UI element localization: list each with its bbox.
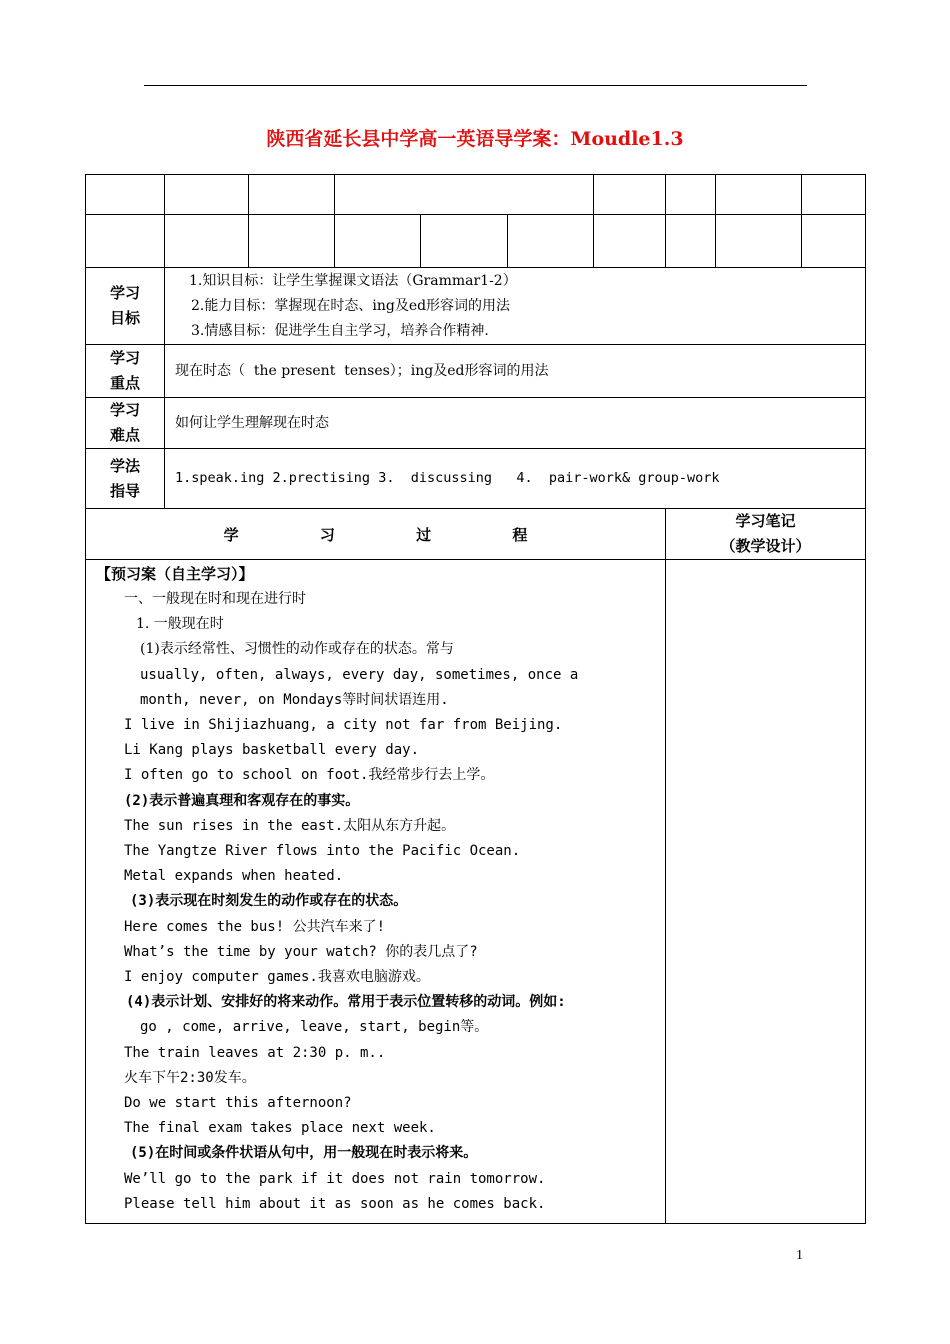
lesson-plan-table [85,174,866,1224]
focus-text: 现在时态（ the present tenses）；ing及ed形容词的用法 [165,345,866,398]
content-line: 一、一般现在时和现在进行时 [124,591,306,607]
process-content [86,560,666,1224]
goal-ability: 2.能力目标：掌握现在时态、ing及ed形容词的用法 [191,297,511,314]
content-line: Li Kang plays basketball every day. [124,742,420,759]
section-heading: 【预习案（自主学习）】 [96,565,254,583]
content-line: Do we start this afternoon? [124,1095,352,1112]
content-line: 1. 一般现在时 [136,616,224,633]
notes-area [666,560,866,1224]
content-line: (4)表示计划、安排好的将来动作。常用于表示位置转移的动词。例如: [126,994,566,1011]
blank-cell [86,175,165,215]
blank-cell [335,215,421,268]
blank-header-row-1 [86,175,866,215]
method-label: 学法 指导 [86,449,165,509]
process-header: 学 习 过 程 [86,509,666,560]
content-line: (3)表示现在时刻发生的动作或存在的状态。 [130,893,408,910]
content-line: Please tell him about it as soon as he comes back. [124,1195,546,1212]
content-line: The sun rises in the east.太阳从东方升起。 [124,817,456,834]
content-line: month, never, on Mondays等时间状语连用. [140,691,449,708]
content-line: Here comes the bus! 公共汽车来了! [124,918,386,935]
blank-cell [165,175,249,215]
blank-cell [716,175,802,215]
blank-cell [802,175,866,215]
blank-cell [802,215,866,268]
document-title: 陕西省延长县中学高一英语导学案：Moudle1.3 [266,128,684,150]
content-line: I enjoy computer games.我喜欢电脑游戏。 [124,969,430,986]
method-row [86,449,866,509]
goals-cell [165,268,866,345]
notes-header: 学习笔记 （教学设计） [666,509,866,560]
content-line: Metal expands when heated. [124,868,344,885]
content-line: The train leaves at 2:30 p. m.. [124,1044,386,1061]
goals-label: 学习 目标 [86,268,165,345]
content-line: The Yangtze River flows into the Pacific Ocean. [124,843,521,860]
blank-cell [716,215,802,268]
process-body-row [86,560,866,1224]
content-line: I often go to school on foot.我经常步行去上学。 [124,767,495,784]
content-line: (2)表示普遍真理和客观存在的事实。 [124,792,360,809]
method-text: 1.speak.ing 2.prectising 3. discussing 4. pair-work& group-work [165,449,866,509]
content-line: (1)表示经常性、习惯性的动作或存在的状态。常与 [140,641,454,658]
header-rule [144,85,807,86]
content-line: 火车下午2:30发车。 [124,1069,256,1086]
blank-header-row-2 [86,215,866,268]
blank-cell [165,215,249,268]
focus-label: 学习 重点 [86,345,165,398]
blank-cell [249,175,335,215]
difficulty-text: 如何让学生理解现在时态 [165,398,866,449]
blank-cell [421,215,508,268]
blank-cell [666,175,716,215]
content-line: (5)在时间或条件状语从句中，用一般现在时表示将来。 [130,1145,478,1162]
goal-emotion: 3.情感目标：促进学生自主学习，培养合作精神. [191,322,489,339]
blank-cell [594,215,666,268]
process-header-row [86,509,866,560]
page-number: 1 [796,1248,803,1263]
focus-row [86,345,866,398]
content-line: What’s the time by your watch? 你的表几点了? [124,943,478,960]
blank-cell [508,215,594,268]
content-line: usually, often, always, every day, sometimes, once a [140,666,579,683]
content-line: The final exam takes place next week. [124,1120,436,1137]
content-line: I live in Shijiazhuang, a city not far from Beijing. [124,717,563,734]
blank-cell [594,175,666,215]
blank-cell [666,215,716,268]
goal-knowledge: 1.知识目标：让学生掌握课文语法（Grammar1-2） [189,272,517,289]
content-line: We’ll go to the park if it does not rain tomorrow. [124,1170,546,1187]
content-line: go , come, arrive, leave, start, begin等。 [140,1019,489,1036]
difficulty-label: 学习 难点 [86,398,165,449]
blank-cell [86,215,165,268]
blank-cell [249,215,335,268]
difficulty-row [86,398,866,449]
blank-cell [335,175,594,215]
goals-row [86,268,866,345]
